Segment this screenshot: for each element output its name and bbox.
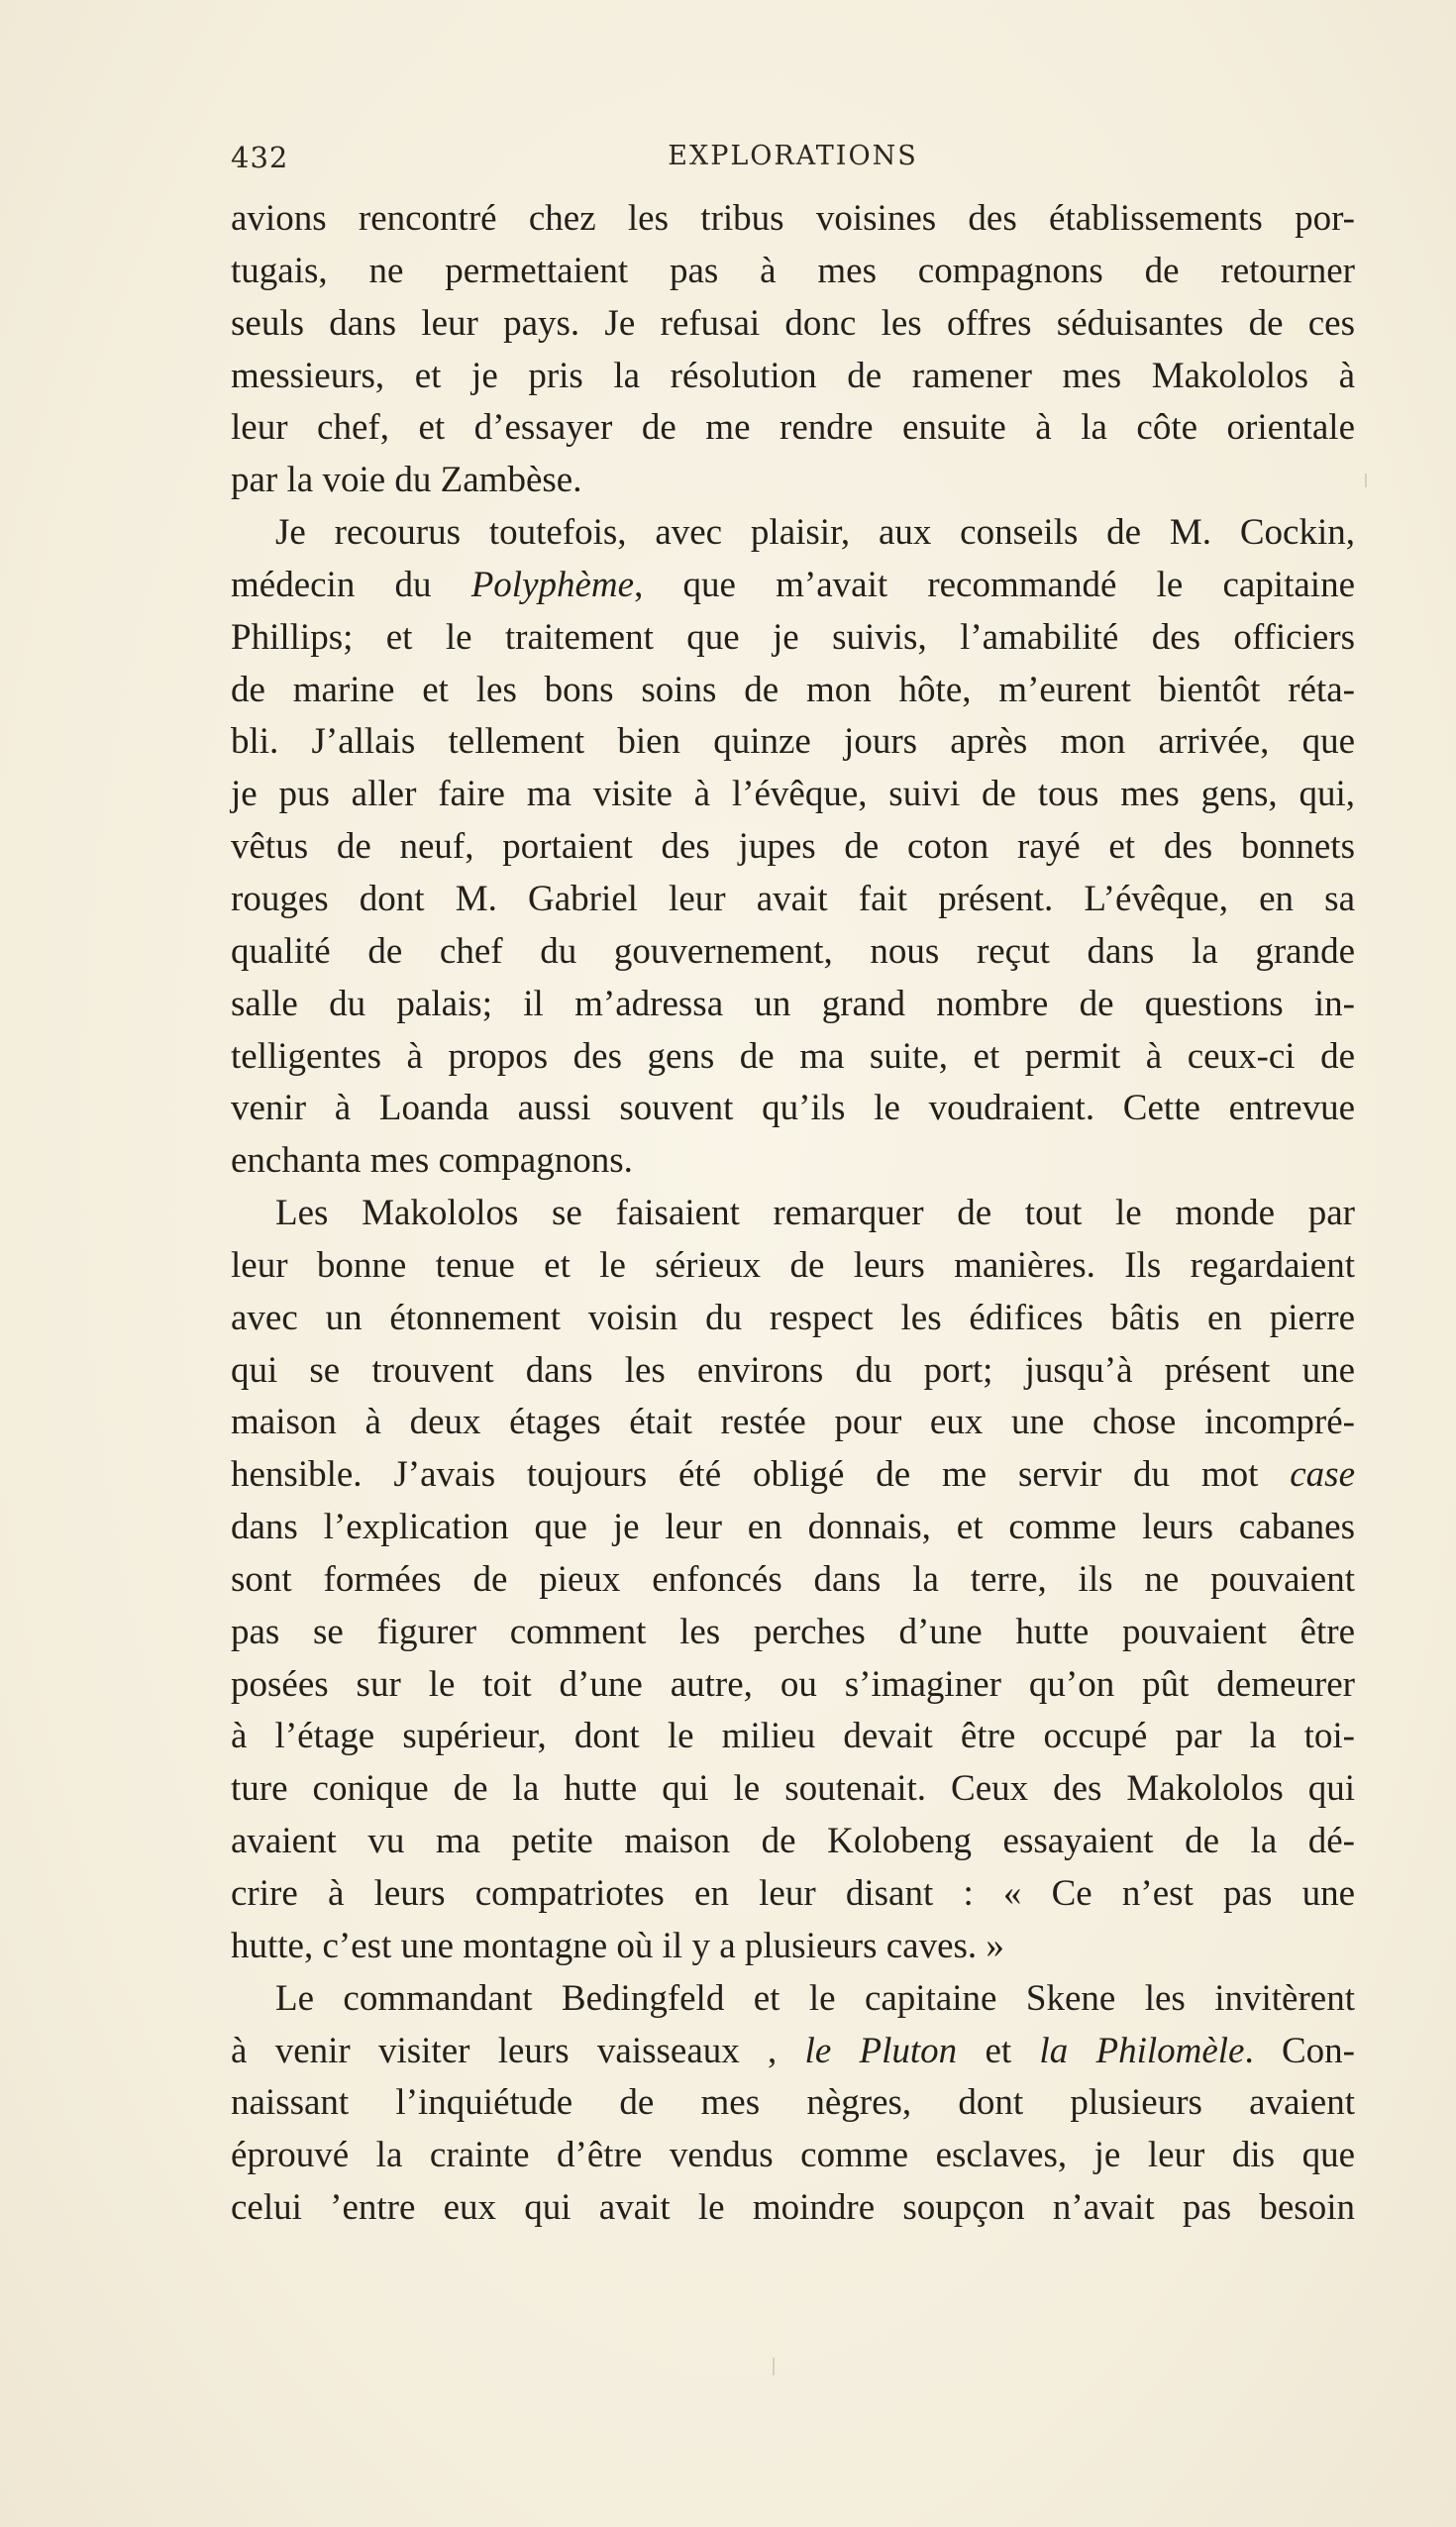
ship-name-italic: le Pluton xyxy=(804,2030,958,2071)
text-line-with-italic xyxy=(231,2026,1355,2078)
text-line: rouges dont M. Gabriel leur avait fait présent. L’évêque, en sa xyxy=(231,878,1355,919)
text-line: crire à leurs compatriotes en leur disant : « Ce n’est pas une xyxy=(231,1873,1355,1914)
text-line: seuls dans leur pays. Je refusai donc les offres séduisantes de ces xyxy=(231,302,1355,344)
text-line: avaient vu ma petite maison de Kolobeng essayaient de la dé- xyxy=(231,1821,1355,1862)
text-line: qualité de chef du gouvernement, nous reçut dans la grande xyxy=(231,930,1355,972)
text-line: avions rencontré chez les tribus voisines des établissements por- xyxy=(231,198,1355,239)
text-run: . Con- xyxy=(1244,2030,1355,2071)
text-line: hutte, c’est une montagne où il y a plusieurs caves. » xyxy=(231,1925,1004,1966)
paragraph-3 xyxy=(231,1188,1355,1973)
text-line: bli. J’allais tellement bien quinze jours après mon arrivée, que xyxy=(231,721,1355,763)
text-line: ture conique de la hutte qui le soutenait. Ceux des Makololos qui xyxy=(231,1768,1355,1810)
text-line: Le commandant Bedingfeld et le capitaine Skene les invitèrent xyxy=(275,1977,1355,2019)
page-header xyxy=(231,141,1355,180)
italic-word: case xyxy=(1290,1454,1355,1496)
text-run: hensible. J’avais toujours été obligé de me servir du mot xyxy=(231,1454,1291,1496)
text-line: de marine et les bons soins de mon hôte, m’eurent bientôt réta- xyxy=(231,669,1355,710)
text-line-with-italic xyxy=(231,1449,1355,1502)
text-line: Phillips; et le traitement que je suivis, l’amabilité des officiers xyxy=(231,616,1355,658)
text-run: et xyxy=(957,2030,1040,2071)
text-line: naissant l’inquiétude de mes nègres, dont plusieurs avaient xyxy=(231,2082,1355,2124)
paper-speck xyxy=(1365,474,1367,487)
text-line: posées sur le toit d’une autre, ou s’imaginer qu’on pût demeurer xyxy=(231,1663,1355,1705)
text-line: salle du palais; il m’adressa un grand nombre de questions in- xyxy=(231,983,1355,1024)
paragraph-2 xyxy=(231,507,1355,1188)
paper-speck xyxy=(773,2358,775,2375)
text-line: à l’étage supérieur, dont le milieu devait être occupé par la toi- xyxy=(231,1716,1355,1757)
text-line: tugais, ne permettaient pas à mes compagnons de retourner xyxy=(231,250,1355,291)
text-line: telligentes à propos des gens de ma suite, et permit à ceux-ci de xyxy=(231,1035,1355,1077)
text-line: celui ’entre eux qui avait le moindre soupçon n’avait pas besoin xyxy=(231,2187,1355,2229)
text-line: dans l’explication que je leur en donnais, et comme leurs cabanes xyxy=(231,1507,1355,1548)
text-line: par la voie du Zambèse. xyxy=(231,460,582,501)
ship-name-italic: la Philomèle xyxy=(1039,2030,1245,2071)
text-line: leur bonne tenue et le sérieux de leurs manières. Ils regardaient xyxy=(231,1244,1355,1286)
text-line: venir à Loanda aussi souvent qu’ils le voudraient. Cette entrevue xyxy=(231,1088,1355,1129)
text-line: maison à deux étages était restée pour eux une chose incompré- xyxy=(231,1402,1355,1443)
text-run: , que m’avait recommandé le capitaine xyxy=(634,564,1355,605)
body-text xyxy=(231,193,1355,2235)
text-run: médecin du xyxy=(231,564,471,605)
text-line: sont formées de pieux enfoncés dans la terre, ils ne pouvaient xyxy=(231,1558,1355,1600)
text-line: messieurs, et je pris la résolution de ramener mes Makololos à xyxy=(231,355,1355,396)
paragraph-4 xyxy=(231,1973,1355,2235)
text-line: Les Makololos se faisaient remarquer de tout le monde par xyxy=(275,1193,1355,1234)
text-line-with-italic xyxy=(231,560,1355,612)
running-title: EXPLORATIONS xyxy=(668,141,918,171)
text-line: je pus aller faire ma visite à l’évêque, suivi de tous mes gens, qui, xyxy=(231,774,1355,815)
text-line: qui se trouvent dans les environs du port; jusqu’à présent une xyxy=(231,1349,1355,1391)
ship-name-italic: Polyphème xyxy=(470,564,635,605)
text-line: éprouvé la crainte d’être vendus comme esclaves, je leur dis que xyxy=(231,2135,1355,2176)
text-line: pas se figurer comment les perches d’une hutte pouvaient être xyxy=(231,1611,1355,1652)
text-line: Je recourus toutefois, avec plaisir, aux conseils de M. Cockin, xyxy=(275,512,1355,554)
text-line: enchanta mes compagnons. xyxy=(231,1140,633,1182)
page-number: 432 xyxy=(231,141,289,174)
text-line: avec un étonnement voisin du respect les édifices bâtis en pierre xyxy=(231,1297,1355,1338)
text-line: leur chef, et d’essayer de me rendre ensuite à la côte orientale xyxy=(231,407,1355,449)
text-line: vêtus de neuf, portaient des jupes de coton rayé et des bonnets xyxy=(231,826,1355,868)
text-run: à venir visiter leurs vaisseaux , xyxy=(231,2030,805,2071)
paragraph-1 xyxy=(231,193,1355,507)
